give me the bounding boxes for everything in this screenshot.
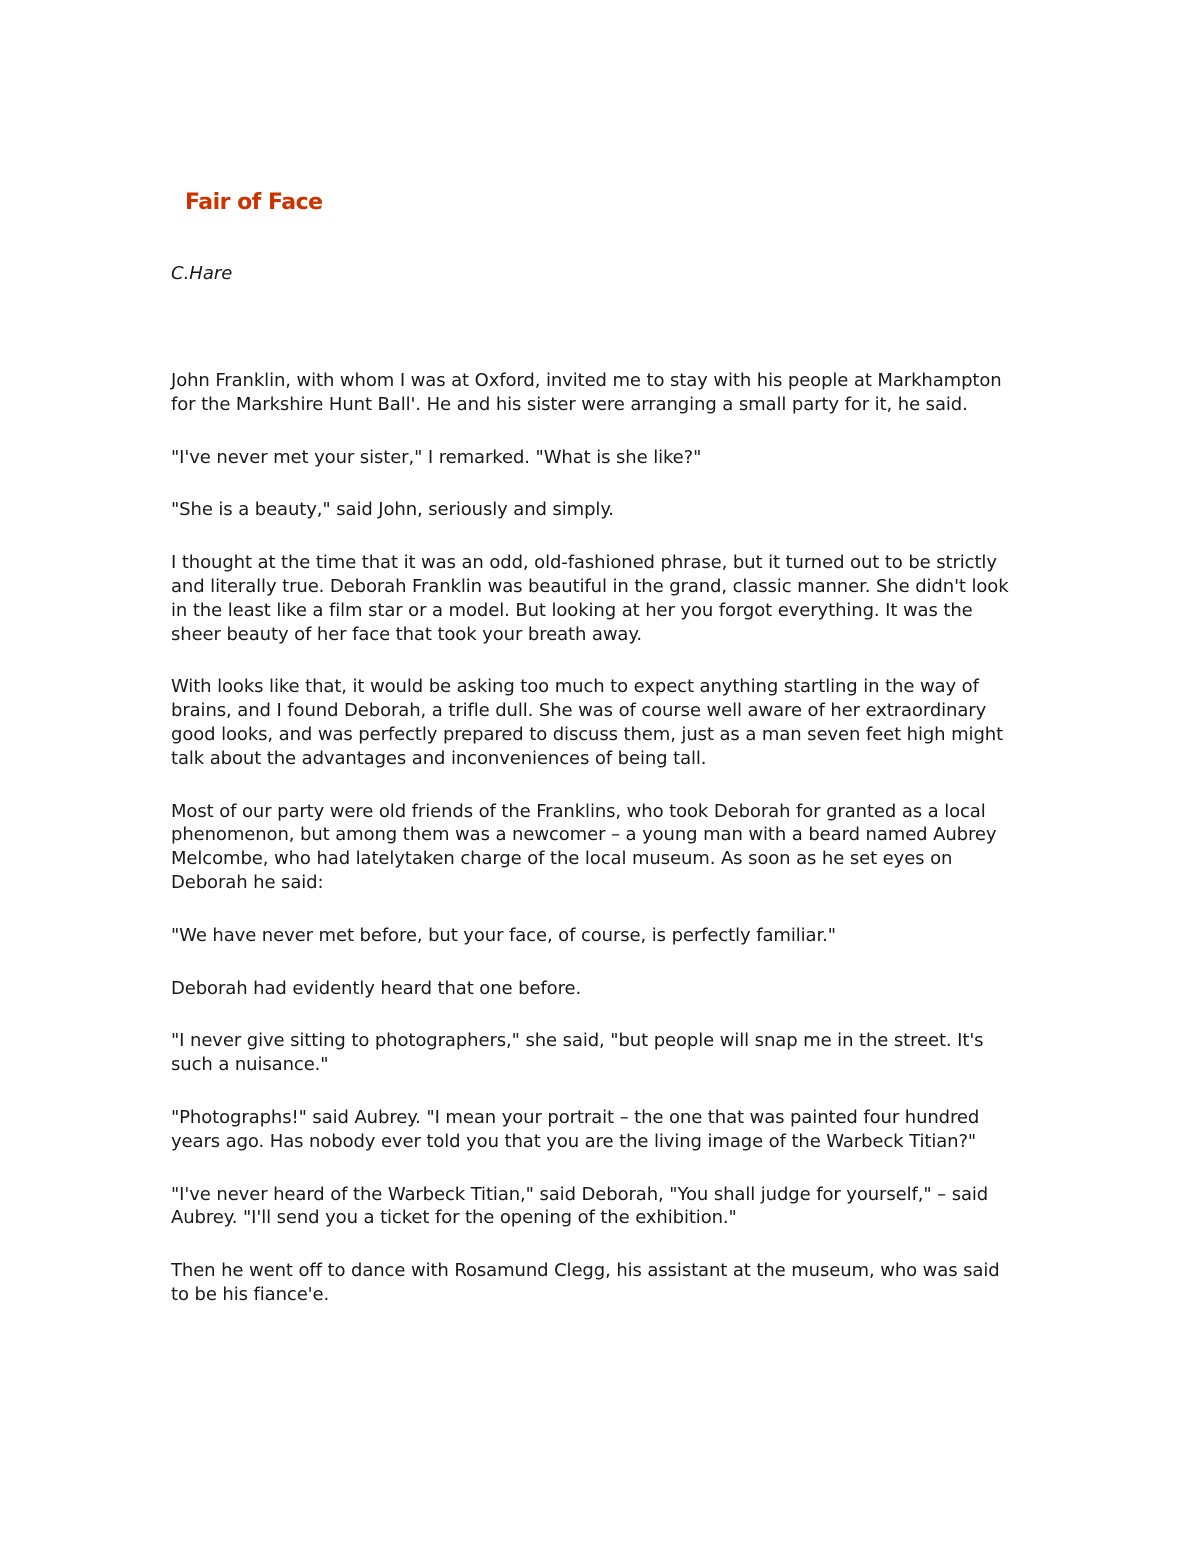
- paragraph: John Franklin, with whom I was at Oxford, invited me to stay with his people at Markhampton for the Markshire Hunt Ball'. He and his sister were arranging a small party for it, he said.: [171, 370, 1002, 415]
- paragraph: "I've never met your sister," I remarked. "What is she like?": [171, 446, 702, 468]
- paragraph: I thought at the time that it was an odd, old-fashioned phrase, but it turned out to be strictly and literally true. Deborah Franklin was beautiful in the grand, classic manner. She didn't look in the least like a film star or a model. But looking at her you forgot everything. It was the sheer beauty of her face that took your breath away.: [171, 552, 1009, 645]
- paragraph: Most of our party were old friends of the Franklins, who took Deborah for granted as a local phenomenon, but among them was a newcomer – a young man with a beard named Aubrey Melcombe, who had latelytaken charge of the local museum. As soon as he set eyes on Deborah he said:: [171, 800, 997, 893]
- paragraph: "We have never met before, but your face, of course, is perfectly familiar.": [171, 924, 836, 946]
- paragraph: "She is a beauty," said John, seriously and simply.: [171, 499, 614, 521]
- paragraph: "I've never heard of the Warbeck Titian," said Deborah, "You shall judge for yourself," – said Aubrey. "I'll send you a ticket for the opening of the exhibition.": [171, 1183, 989, 1229]
- paragraph: With looks like that, it would be asking too much to expect anything startling in the way of brains, and I found Deborah, a trifle dull. She was of course well aware of her extraordinary good looks, and was perfectly prepared to discuss them, just as a man seven feet high might talk about the advantages and inconveniences of being tall.: [171, 676, 1004, 769]
- story-body: [171, 369, 1016, 1336]
- author-byline: C.Hare: [171, 263, 233, 284]
- paragraph: Deborah had evidently heard that one before.: [171, 977, 582, 999]
- paragraph: Then he went off to dance with Rosamund Clegg, his assistant at the museum, who was said to be his fiance'e.: [171, 1260, 1000, 1305]
- paragraph: "Photographs!" said Aubrey. "I mean your portrait – the one that was painted four hundred years ago. Has nobody ever told you that you are the living image of the Warbeck Titian?": [171, 1106, 980, 1152]
- paragraph: "I never give sitting to photographers," she said, "but people will snap me in the street. It's such a nuisance.": [171, 1030, 984, 1076]
- document-title: Fair of Face: [185, 190, 323, 215]
